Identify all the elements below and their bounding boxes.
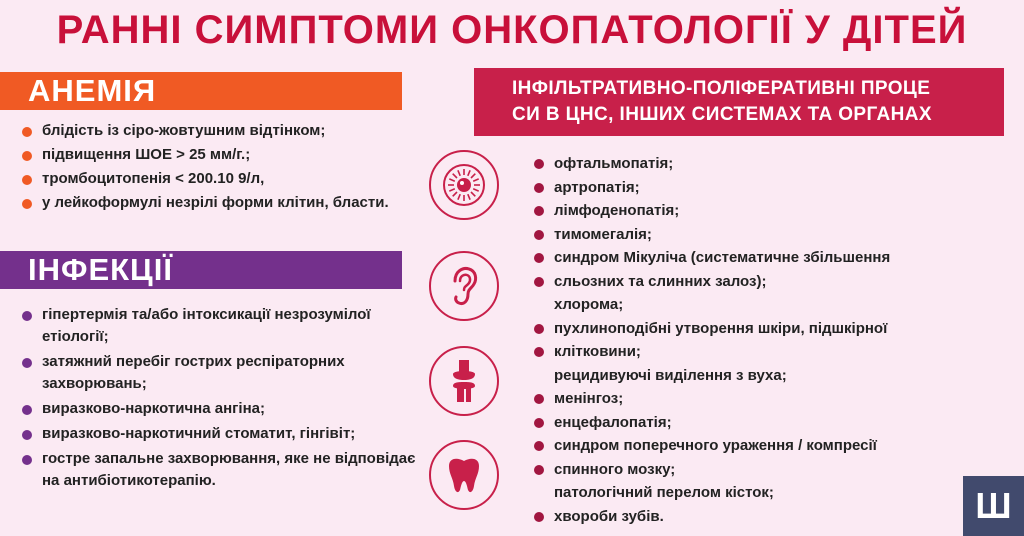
list-item-text: блідість із сіро-жовтушним відтінком; [42, 122, 326, 139]
list-item-text: офтальмопатія; [554, 155, 674, 172]
list-item [22, 168, 402, 190]
list-item [22, 120, 402, 142]
page-title: РАННІ СИМПТОМИ ОНКОПАТОЛОГІЇ У ДІТЕЙ [56, 8, 968, 52]
bullet-icon [22, 455, 32, 465]
bullet-icon [534, 159, 544, 169]
cns-heading [474, 68, 1004, 136]
list-item [22, 448, 422, 492]
list-item-text: синдром поперечного ураження / компресії [554, 437, 877, 454]
knee-joint-icon [429, 346, 499, 416]
list-item [534, 505, 974, 529]
bullet-icon [534, 465, 544, 475]
list-item-text: виразково-наркотична ангіна; [42, 400, 265, 417]
list-item [534, 481, 974, 505]
list-item [22, 192, 402, 214]
anemia-heading: АНЕМІЯ [0, 72, 402, 110]
list-item-text: тромбоцитопенія < 200.10 9/л, [42, 170, 265, 187]
ear-icon [429, 251, 499, 321]
list-item [22, 423, 422, 445]
infections-list [22, 304, 422, 495]
list-item [534, 317, 974, 341]
list-item-text: гіпертермія та/або інтоксикації незрозумілої етіології; [42, 306, 371, 345]
list-item [534, 152, 974, 176]
list-item-text: енцефалопатія; [554, 413, 672, 431]
list-item [534, 364, 974, 388]
bullet-icon [534, 324, 544, 334]
list-item [534, 176, 974, 200]
list-item [534, 246, 974, 270]
bullet-icon [22, 127, 32, 137]
bullet-icon [22, 151, 32, 161]
list-item-text: рецидивуючі виділення з вуха; [554, 366, 787, 384]
bullet-icon [22, 405, 32, 415]
bullet-icon [534, 441, 544, 451]
list-item-text: сльозних та слинних залоз); [554, 272, 767, 290]
list-item-text: хвороби зубів. [554, 507, 664, 525]
bullet-icon [22, 358, 32, 368]
list-item [534, 223, 974, 247]
eye-icon [429, 150, 499, 220]
bullet-icon [22, 199, 32, 209]
list-item [534, 434, 974, 458]
list-item-text: тимомегалія; [554, 225, 652, 243]
list-item-text: лімфоденопатія; [554, 202, 680, 219]
list-item [22, 304, 422, 348]
bullet-icon [534, 253, 544, 263]
anemia-list [22, 120, 402, 216]
infections-heading: ІНФЕКЦІЇ [0, 251, 402, 289]
tooth-icon [429, 440, 499, 510]
list-item-text: клітковини; [554, 343, 641, 360]
list-item-text: затяжний перебіг гострих респіраторних захворювань; [42, 353, 345, 392]
bullet-icon [534, 512, 544, 522]
list-item-text: синдром Мікуліча (систематичне збільшення [554, 249, 891, 266]
list-item-text: патологічний перелом кісток; [554, 484, 774, 501]
bullet-icon [22, 175, 32, 185]
list-item [534, 387, 974, 411]
list-item [534, 199, 974, 223]
cns-list [534, 152, 974, 528]
list-item-text: у лейкоформулі незрілі форми клітин, бласти. [42, 194, 389, 211]
bullet-icon [22, 311, 32, 321]
list-item [534, 411, 974, 435]
list-item-text: хлорома; [554, 296, 624, 313]
list-item [22, 398, 422, 420]
list-item-text: спинного мозку; [554, 460, 676, 478]
list-item [534, 293, 974, 317]
bullet-icon [534, 394, 544, 404]
bullet-icon [22, 430, 32, 440]
list-item [534, 270, 974, 294]
cns-heading-line-2: СИ В ЦНС, ІНШИХ СИСТЕМАХ ТА ОРГАНАХ [512, 104, 932, 125]
list-item [534, 458, 974, 482]
list-item-text: пухлиноподібні утворення шкіри, підшкірної [554, 319, 888, 337]
bullet-icon [534, 418, 544, 428]
bullet-icon [534, 277, 544, 287]
list-item-text: підвищення ШОЕ > 25 мм/г.; [42, 146, 251, 163]
bullet-icon [534, 347, 544, 357]
bullet-icon [534, 230, 544, 240]
list-item-text: виразково-наркотичний стоматит, гінгівіт; [42, 425, 356, 442]
list-item-text: артропатія; [554, 178, 640, 196]
list-item-text: гостре запальне захворювання, яке не відповідає на антибіотикотерапію. [42, 450, 416, 489]
cns-heading-line-1: ІНФІЛЬТРАТИВНО-ПОЛІФЕРАТИВНІ ПРОЦЕ [512, 78, 931, 99]
logo: Ш [963, 476, 1024, 536]
bullet-icon [534, 183, 544, 193]
list-item [534, 340, 974, 364]
list-item [22, 351, 422, 395]
bullet-icon [534, 206, 544, 216]
list-item [22, 144, 402, 166]
list-item-text: менінгоз; [554, 390, 624, 407]
